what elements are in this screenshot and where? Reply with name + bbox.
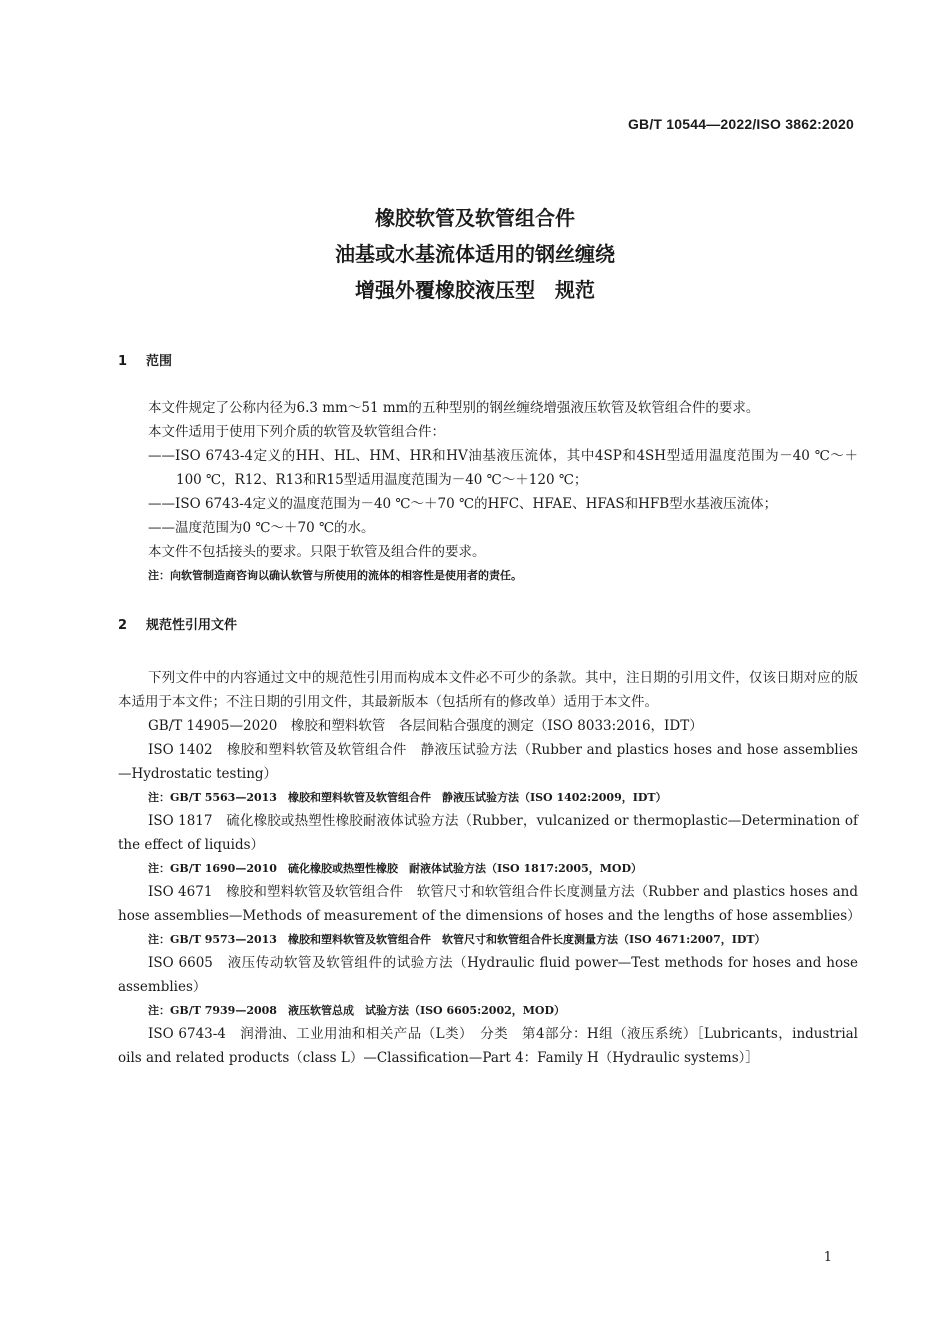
reference-entry: ISO 6605 液压传动软管及软管组件的试验方法（Hydraulic fluid power—Test methods for hoses and hose assemblies） bbox=[118, 955, 858, 995]
reference-entry: ISO 6743-4 润滑油、工业用油和相关产品（L类） 分类 第4部分：H组（液压系统）［Lubricants，industrial oils and related products（class L）—Classification—Part 4：Family H（Hydraulic systems）］ bbox=[118, 1026, 858, 1066]
reference-entry: GB/T 14905—2020 橡胶和塑料软管 各层间粘合强度的测定（ISO 8033:2016，IDT） bbox=[148, 718, 703, 734]
section-heading-normative-references bbox=[118, 614, 858, 633]
document-title bbox=[0, 200, 950, 308]
paragraph: 本文件规定了公称内径为6.3 mm～51 mm的五种型别的钢丝缠绕增强液压软管及软管组合件的要求。 bbox=[148, 400, 760, 416]
paragraph: 本文件适用于使用下列介质的软管及软管组合件： bbox=[148, 424, 445, 440]
list-item: ——ISO 6743-4定义的HH、HL、HM、HR和HV油基液压流体，其中4SP和4SH型适用温度范围为－40 ℃～＋100 ℃，R12、R13和R15型适用温度范围为－40 ℃～＋120 ℃； bbox=[148, 448, 858, 488]
document-body bbox=[118, 350, 861, 1070]
title-line-2: 油基或水基流体适用的钢丝缠绕 bbox=[335, 242, 615, 266]
section-heading-scope bbox=[118, 350, 858, 369]
section-title: 规范性引用文件 bbox=[146, 618, 238, 633]
paragraph: 本文件不包括接头的要求。只限于软管及组合件的要求。 bbox=[148, 544, 486, 560]
title-line-3: 增强外覆橡胶液压型 规范 bbox=[355, 278, 595, 302]
list-item: ——ISO 6743-4定义的温度范围为－40 ℃～＋70 ℃的HFC、HFAE、HFAS和HFB型水基液压流体； bbox=[148, 496, 778, 512]
title-line-1: 橡胶软管及软管组合件 bbox=[375, 206, 575, 230]
note: 注：GB/T 9573—2013 橡胶和塑料软管及软管组合件 软管尺寸和软管组合件长度测量方法（ISO 4671:2007，IDT） bbox=[148, 933, 766, 946]
note: 注：向软管制造商咨询以确认软管与所使用的流体的相容性是使用者的责任。 bbox=[148, 569, 522, 582]
page-number: 1 bbox=[823, 1250, 832, 1265]
standard-number: GB/T 10544—2022/ISO 3862:2020 bbox=[627, 116, 854, 132]
section-number: 1 bbox=[118, 354, 128, 369]
note: 注：GB/T 5563—2013 橡胶和塑料软管及软管组合件 静液压试验方法（ISO 1402:2009，IDT） bbox=[148, 791, 667, 804]
reference-entry: ISO 4671 橡胶和塑料软管及软管组合件 软管尺寸和软管组合件长度测量方法（Rubber and plastics hoses and hose assemblies—Methods of measurement of the dimensions of hoses and the lengths of hose assemblies） bbox=[118, 884, 861, 924]
paragraph: 下列文件中的内容通过文中的规范性引用而构成本文件必不可少的条款。其中，注日期的引用文件，仅该日期对应的版本适用于本文件；不注日期的引用文件，其最新版本（包括所有的修改单）适用于本文件。 bbox=[118, 670, 858, 710]
reference-entry: ISO 1817 硫化橡胶或热塑性橡胶耐液体试验方法（Rubber，vulcanized or thermoplastic—Determination of the effect of liquids） bbox=[118, 813, 858, 853]
section-number: 2 bbox=[118, 618, 128, 633]
reference-entry: ISO 1402 橡胶和塑料软管及软管组合件 静液压试验方法（Rubber and plastics hoses and hose assemblies—Hydrostatic testing） bbox=[118, 742, 858, 782]
note: 注：GB/T 1690—2010 硫化橡胶或热塑性橡胶 耐液体试验方法（ISO 1817:2005，MOD） bbox=[148, 862, 643, 875]
section-title: 范围 bbox=[146, 354, 173, 369]
list-item: ——温度范围为0 ℃～＋70 ℃的水。 bbox=[148, 520, 375, 536]
note: 注：GB/T 7939—2008 液压软管总成 试验方法（ISO 6605:2002，MOD） bbox=[148, 1004, 566, 1017]
